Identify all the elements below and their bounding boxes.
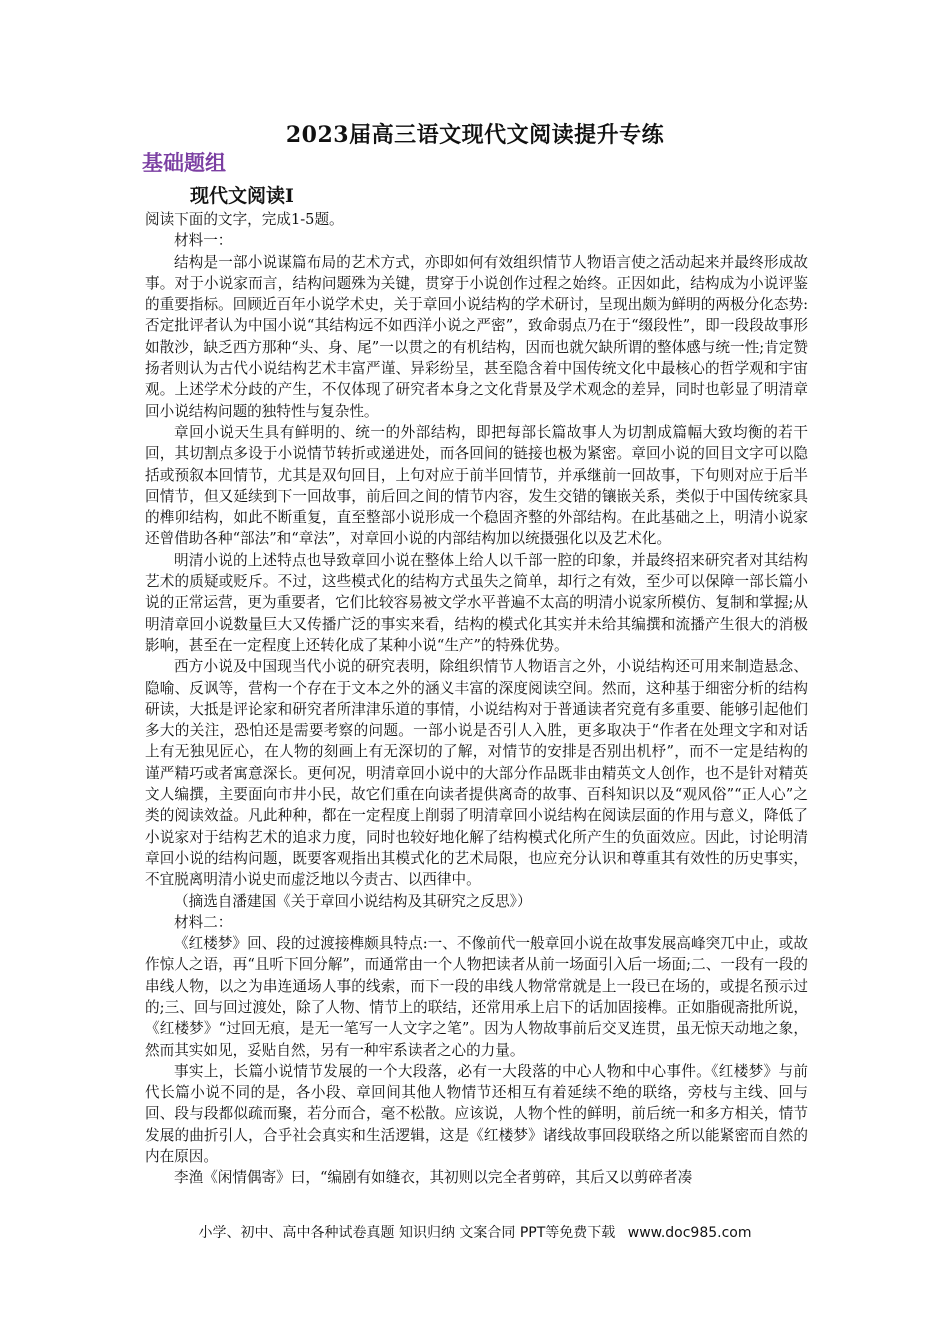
- footer-text: 小学、初中、高中各种试卷真题 知识归纳 文案合同 PPT等免费下载: [198, 1225, 616, 1241]
- footer-site-link[interactable]: www.doc985.com: [627, 1225, 752, 1241]
- material-two-paragraph: 《红楼梦》回、段的过渡接榫颇具特点:一、不像前代一般章回小说在故事发展高峰突兀中止，或故作惊人之语，再“且听下回分解”，而通常由一个人物把读者从前一场面引入后一场面;二、一段有一段的串线人物，以之为串连通场人事的线索，而下一段的串线人物常常就是上一段已在场的，或提名预示过的;三、回与回过渡处，除了人物、情节上的联结，还常用承上启下的话加固接榫。正如脂砚斋批所说，《红楼梦》“过回无痕，是无一笔写一人文字之笔”。因为人物故事前后交叉连贯，虽无惊天动地之象，然而其实如见，妥贴自然，另有一种牢系读者之心的力量。: [145, 935, 808, 1059]
- material-one-paragraph: 明清小说的上述特点也导致章回小说在整体上给人以千部一腔的印象，并最终招来研究者对其结构艺术的质疑或贬斥。不过，这些模式化的结构方式虽失之简单，却行之有效，至少可以保障一部长篇小说的正常运营，更为重要者，它们比较容易被文学水平普遍不太高的明清小说家所模仿、复制和掌握;从明清章回小说数量巨大又传播广泛的事实来看，结构的模式化其实并未给其编撰和流播产生很大的消极影响，甚至在一定程度上还转化成了某种小说“生产”的特殊优势。: [145, 551, 808, 654]
- material-two-label: 材料二：: [174, 913, 233, 931]
- material-two-paragraph: 李渔《闲情偶寄》曰，“编剧有如缝衣，其初则以完全者剪碎，其后又以剪碎者凑: [174, 1169, 693, 1187]
- material-two-paragraph: 事实上，长篇小说情节发展的一个大段落，必有一大段落的中心人物和中心事件。《红楼梦》与前代长篇小说不同的是，各小段、章回间其他人物情节还相互有着延续不绝的联络，旁枝与主线、回与回、段与段都似疏而聚，若分而合，毫不松散。应该说，人物个性的鲜明，前后统一和多方相关，情节发展的曲折引人，合乎社会真实和生活逻辑，这是《红楼梦》诸线故事回段联络之所以能紧密而自然的内在原因。: [145, 1062, 808, 1166]
- subsection-heading: 现代文阅读Ⅰ: [190, 185, 294, 207]
- material-one-source: （摘选自潘建国《关于章回小说结构及其研究之反思》）: [174, 892, 532, 910]
- page-footer: [0, 1222, 950, 1242]
- material-one-paragraph: 西方小说及中国现当代小说的研究表明，除组织情节人物语言之外，小说结构还可用来制造悬念、隐喻、反讽等，营构一个存在于文本之外的涵义丰富的深度阅读空间。然而，这种基于细密分析的结构研读，大抵是评论家和研究者所津津乐道的事情，小说结构对于普通读者究竟有多重要、能够引起他们多大的关注，恐怕还是需要考察的问题。一部小说是否引人入胜，更多取决于“作者在处理文字和对话上有无独见匠心，在人物的刻画上有无深切的了解，对情节的安排是否别出机杼”，而不一定是结构的谨严精巧或者寓意深长。更何况，明清章回小说中的大部分作品既非由精英文人创作，也不是针对精英文人编撰，主要面向市井小民，故它们重在向读者提供离奇的故事、百科知识以及“观风俗”“正人心”之类的阅读效益。凡此种种，都在一定程度上削弱了明清章回小说结构在阅读层面的作用与意义，降低了小说家对于结构艺术的追求力度，同时也较好地化解了结构模式化所产生的负面效应。因此，讨论明清章回小说的结构问题，既要客观指出其模式化的艺术局限，也应充分认识和尊重其有效性的历史事实，不宜脱离明清小说史而虚泛地以今责古、以西律中。: [145, 658, 808, 889]
- material-one-paragraph: 章回小说天生具有鲜明的、统一的外部结构，即把每部长篇故事人为切割成篇幅大致均衡的若干回，其切割点多设于小说情节转折或递进处，而各回间的链接也极为紧密。章回小说的回目文字可以隐括或预叙本回情节，尤其是双句回目，上句对应于前半回情节，并承继前一回故事，下句则对应于后半回情节，但又延续到下一回故事，前后回之间的情节内容，发生交错的镶嵌关系，类似于中国传统家具的榫卯结构，如此不断重复，直至整部小说形成一个稳固齐整的外部结构。在此基础之上，明清小说家还曾借助各种“部法”和“章法”，对章回小说的内部结构加以统摄强化以及艺术化。: [145, 423, 808, 548]
- instruction-text: 阅读下面的文字，完成1-5题。: [145, 211, 344, 228]
- material-one-paragraph: 结构是一部小说谋篇布局的艺术方式，亦即如何有效组织情节人物语言使之活动起来并最终形成故事。对于小说家而言，结构问题殊为关键，贯穿于小说创作过程之始终。正因如此，结构成为小说评鉴的重要指标。回顾近百年小说学术史，关于章回小说结构的学术研讨，呈现出颇为鲜明的两极分化态势:否定批评者认为中国小说“其结构远不如西洋小说之严密”，致命弱点乃在于“缀段性”，即一段段故事形如散沙，缺乏西方那种“头、身、尾”一以贯之的有机结构，因而也就欠缺所谓的整体感与统一性;肯定赞扬者则认为古代小说结构艺术丰富严谨、异彩纷呈，甚至隐含着中国传统文化中最核心的哲学观和宇宙观。上述学术分歧的产生，不仅体现了研究者本身之文化背景及学术观念的差异，同时也彰显了明清章回小说结构问题的独特性与复杂性。: [145, 253, 808, 420]
- section-heading: 基础题组: [142, 150, 226, 175]
- material-one-label: 材料一：: [174, 232, 233, 250]
- document-title: 2023届高三语文现代文阅读提升专练: [285, 122, 665, 148]
- article-body: [145, 209, 808, 1189]
